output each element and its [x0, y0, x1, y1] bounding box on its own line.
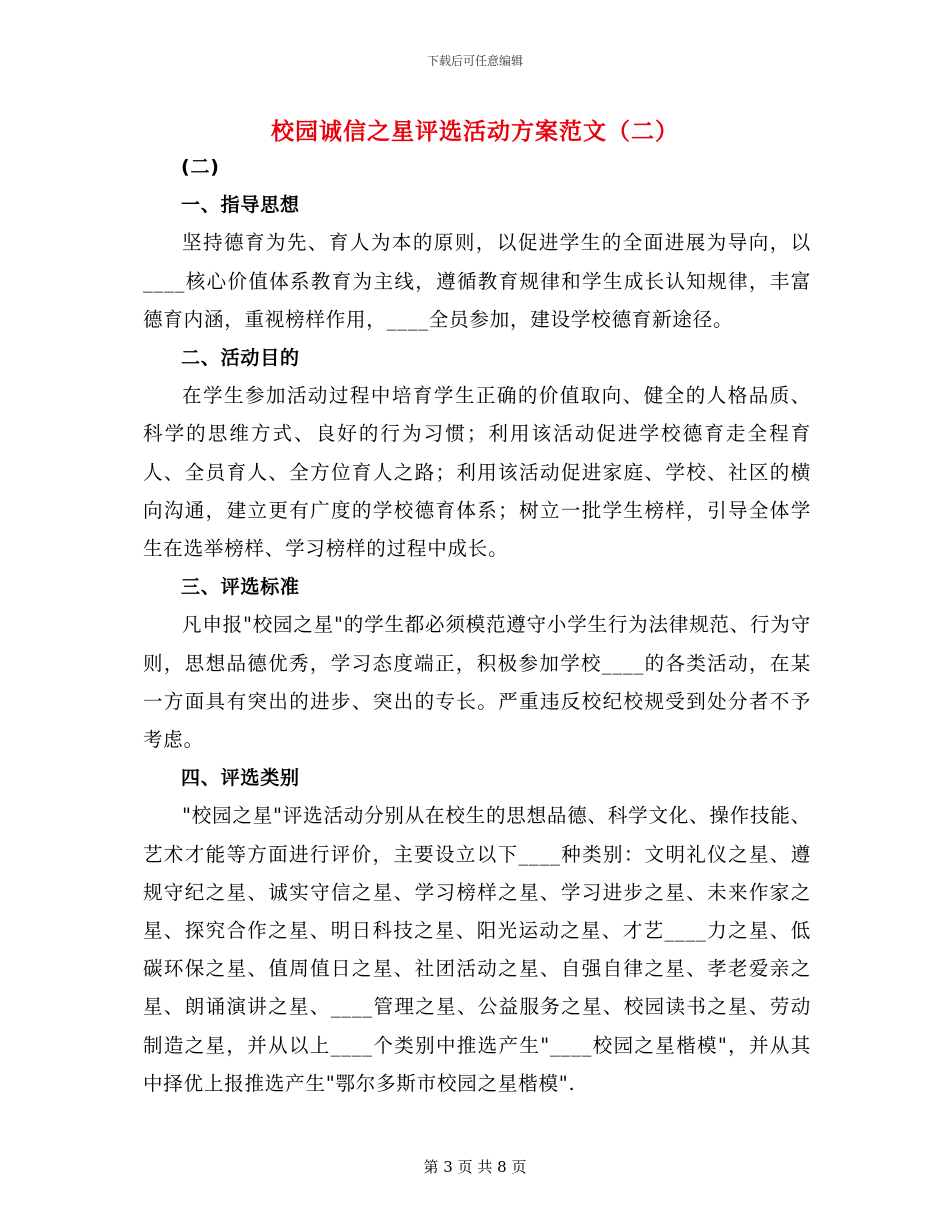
section-body-selection-categories: "校园之星"评选活动分别从在校生的思想品德、科学文化、操作技能、艺术才能等方面进行评价，主要设立以下____种类别：文明礼仪之星、遵规守纪之星、诚实守信之星、学习榜样之星、学习进步之星、未来作家之星、探究合作之星、明日科技之星、阳光运动之星、才艺____力之星、低碳环保之星、值周值日之星、社团活动之星、自强自律之星、孝老爱亲之星、朗诵演讲之星、____管理之星、公益服务之星、校园读书之星、劳动制造之星，并从以上____个类别中推选产生"____校园之星楷模"，并从其中择优上报推选产生"鄂尔多斯市校园之星楷模". — [143, 804, 811, 1095]
document-body — [143, 148, 811, 1103]
section-body-activity-purpose: 在学生参加活动过程中培育学生正确的价值取向、健全的人格品质、科学的思维方式、良好的行为习惯；利用该活动促进学校德育走全程育人、全员育人、全方位育人之路；利用该活动促进家庭、学校、社区的横向沟通，建立更有广度的学校德育体系；树立一批学生榜样，引导全体学生在选举榜样、学习榜样的过程中成长。 — [143, 384, 811, 561]
section-heading-guiding-ideology: 一、指导思想 — [181, 194, 300, 217]
section-body-selection-criteria: 凡申报"校园之星"的学生都必须模范遵守小学生行为法律规范、行为守则，思想品德优秀，学习态度端正，积极参加学校____的各类活动，在某一方面具有突出的进步、突出的专长。严重违反校纪校规受到处分者不予考虑。 — [143, 613, 811, 752]
document-title: 校园诚信之星评选活动方案范文（二） — [271, 118, 679, 145]
section-heading-selection-criteria: 三、评选标准 — [181, 576, 300, 599]
section-heading-activity-purpose: 二、活动目的 — [181, 347, 300, 370]
section-body-guiding-ideology: 坚持德育为先、育人为本的原则，以促进学生的全面进展为导向，以____核心价值体系教育为主线，遵循教育规律和学生成长认知规律，丰富德育内涵，重视榜样作用，____全员参加，建设学校德育新途径。 — [143, 231, 811, 331]
document-subtitle: (二) — [181, 156, 220, 178]
section-heading-selection-categories: 四、评选类别 — [181, 767, 300, 790]
page-number: 第 3 页 共 8 页 — [423, 1158, 527, 1176]
header-note: 下载后可任意编辑 — [426, 54, 523, 68]
